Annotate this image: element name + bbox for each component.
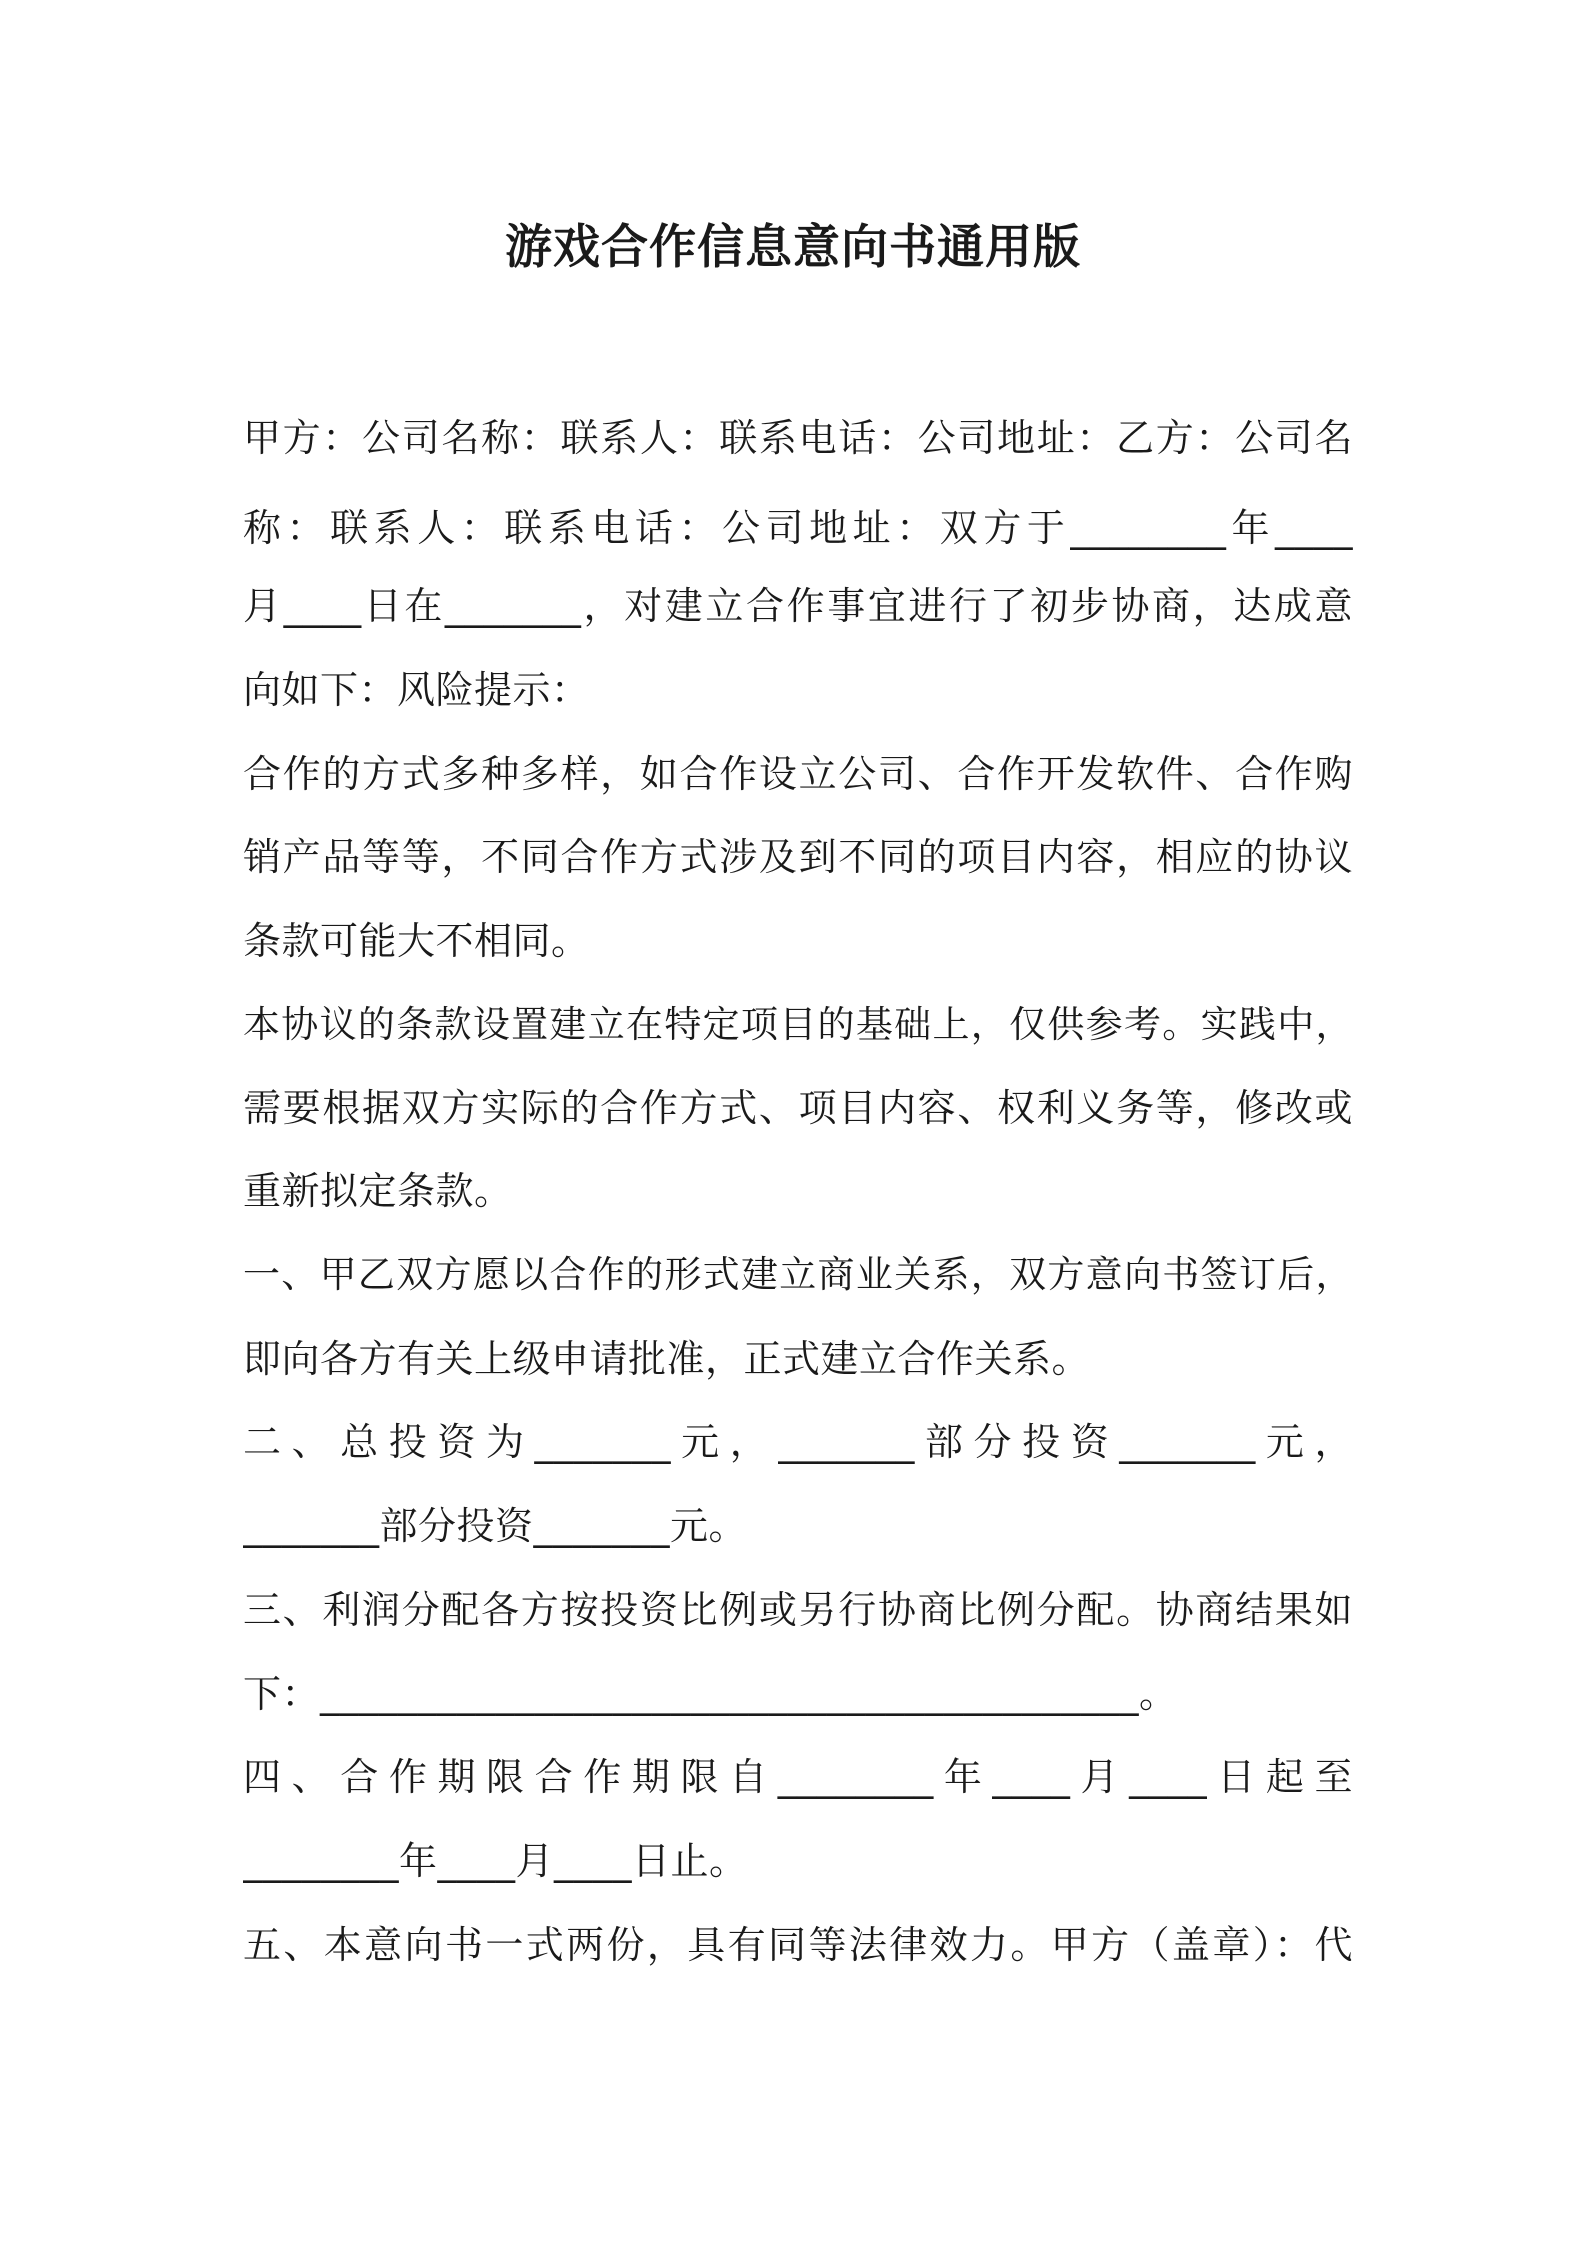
text-line-6: 销产品等等，不同合作方式涉及到不同的项目内容，相应的协议 [243,835,1353,879]
text-line-15: 三、利润分配各方按投资比例或另行协商比例分配。协商结果如 [243,1588,1353,1632]
text-line-16: 下：__________________________________________。 [243,1672,1178,1716]
text-line-18: ________年____月____日止。 [243,1839,748,1883]
text-line-5: 合作的方式多种多样，如合作设立公司、合作开发软件、合作购 [243,752,1353,796]
text-line-14: _______部分投资_______元。 [243,1504,748,1548]
text-line-13: 二、总投资为_______元，_______部分投资_______元， [243,1420,1353,1464]
text-line-8: 本协议的条款设置建立在特定项目的基础上，仅供参考。实践中， [243,1003,1353,1046]
text-line-10: 重新拟定条款。 [243,1169,513,1213]
document-title: 游戏合作信息意向书通用版 [505,220,1081,275]
text-line-12: 即向各方有关上级申请批准，正式建立合作关系。 [243,1337,1091,1381]
text-line-2: 称：联系人：联系电话：公司地址：双方于________年____ [243,506,1353,550]
text-line-9: 需要根据双方实际的合作方式、项目内容、权利义务等，修改或 [243,1086,1353,1130]
text-line-11: 一、甲乙双方愿以合作的形式建立商业关系，双方意向书签订后， [243,1253,1353,1296]
text-line-3: 月____日在_______，对建立合作事宜进行了初步协商，达成意 [243,584,1353,628]
text-line-4: 向如下：风险提示： [243,668,590,712]
text-line-1: 甲方：公司名称：联系人：联系电话：公司地址：乙方：公司名 [243,416,1353,460]
text-line-19: 五、本意向书一式两份，具有同等法律效力。甲方（盖章）：代 [243,1923,1353,1967]
text-line-7: 条款可能大不相同。 [243,919,590,963]
text-line-17: 四、合作期限合作期限自________年____月____日起至 [243,1755,1353,1799]
